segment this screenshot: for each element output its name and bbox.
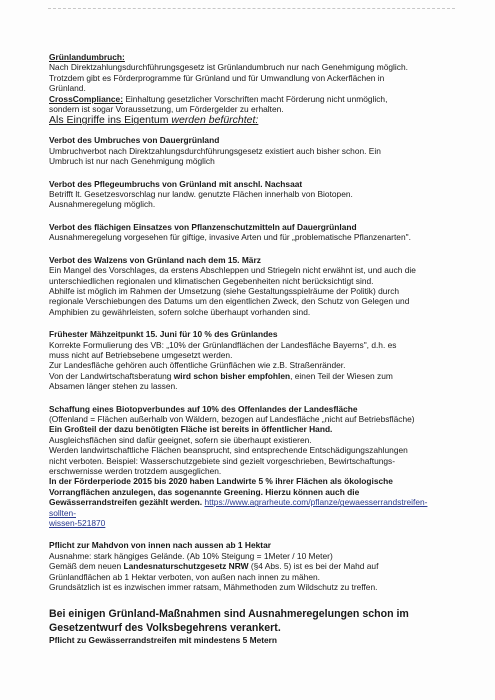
section-line: Korrekte Formulierung des VB: „10% der Grünlandflächen der Landesfläche Bayerns", d.h. es — [49, 339, 397, 350]
section-line: Umbruchverbot nach Direktzahlungsdurchführungsgesetz existiert auch bisher schon. Ein — [49, 145, 381, 156]
agrarheute-link-continued[interactable]: wissen-521870 — [49, 518, 106, 529]
section-title: Verbot des flächigen Einsatzes von Pflanzenschutzmitteln auf Dauergrünland — [49, 221, 357, 232]
section-pflanzenschutz — [49, 222, 454, 243]
section-walzen — [49, 255, 454, 317]
section-line: Amphibien zu gewährleisten, sofern solche überhaupt vorhanden sind. — [49, 306, 311, 317]
section-line — [49, 561, 454, 571]
section-line — [49, 371, 454, 381]
document-body — [49, 52, 454, 645]
section-title: Pflicht zur Mahdvon von innen nach aussen ab 1 Hektar — [49, 540, 271, 551]
section-line — [49, 518, 454, 528]
section-line: Ausnahmeregelung vorgesehen für giftige, invasive Arten und für „problematische Pflanzenarten". — [49, 232, 411, 243]
section-pflegeumbruch — [49, 179, 454, 210]
section-line: Betrifft lt. Gesetzesvorschlag nur landw. genutzte Flächen innerhalb von Biotopen. — [49, 189, 353, 200]
cross-compliance-text: Einhaltung gesetzlicher Vorschriften macht Förderung nicht unmöglich, — [123, 93, 388, 104]
section-line: Zur Landesfläche gehören auch öffentliche Grünflächen wie z.B. Straßenränder. — [49, 360, 346, 371]
heading-part1: Als Eingriffe ins Eigentum — [49, 114, 172, 127]
emphasis-span: wird schon bisher empfohlen — [173, 370, 291, 381]
cross-compliance-line — [49, 94, 454, 104]
section-line: Vorrangflächen anzulegen, das sogenannte Greening. Hierzu können auch die — [49, 486, 360, 497]
section-line: erschwernisse werden trotzdem ausgeglichen. — [49, 466, 222, 476]
section-line: Ein Mangel des Vorschlages, da erstens Abschleppen und Striegeln nicht erwähnt ist, und auch die — [49, 265, 416, 276]
section-line: In der Förderperiode 2015 bis 2020 haben Landwirte 5 % ihrer Flächen als ökologische — [49, 476, 393, 487]
heading-part2: werden befürchtet: — [171, 114, 259, 127]
section-heading — [49, 114, 454, 127]
agrarheute-link[interactable]: https://www.agrarheute.com/pflanze/gewaesserrandstreifen-sollten- — [49, 497, 428, 518]
gruenland-line: Trotzdem gibt es Förderprogramme für Grünland und für Umwandlung von Ackerflächen in — [49, 72, 385, 83]
closing-subline: Pflicht zu Gewässerrandstreifen mit mindestens 5 Metern — [49, 634, 278, 645]
section-line: Ein Großteil der dazu benötigten Fläche ist bereits in öffentlicher Hand. — [49, 424, 333, 435]
text-span: (§4 Abs. 5) ist es bei der Mahd auf — [248, 561, 379, 572]
section-line: unterschiedlichen regionalen und klimatischen Gegebenheiten nicht berücksichtigt sind. — [49, 275, 374, 286]
closing-line: Gesetzentwurf des Volksbegehrens verankert. — [49, 621, 281, 634]
section-title: Frühester Mähzeitpunkt 15. Juni für 10 % des Grünlandes — [49, 329, 278, 340]
section-line: Ausnahmeregelung möglich. — [49, 199, 156, 210]
cross-compliance-line: sondern ist sogar Voraussetzung, um Fördergelder zu erhalten. — [49, 104, 284, 115]
section-line: nicht verboten. Beispiel: Wasserschutzgebiete sind gezielt vorgeschrieben, Bewirtschaftungs- — [49, 455, 396, 466]
gruenland-line: Nach Direktzahlungsdurchführungsgesetz ist Grünlandumbruch nur nach Genehmigung möglich. — [49, 62, 408, 73]
section-maehzeitpunkt — [49, 329, 454, 391]
section-line: muss nicht auf Betriebsebene umgesetzt werden. — [49, 349, 233, 360]
page-top-divider — [48, 8, 455, 9]
emphasis-span: Gewässerrandstreifen gezählt werden. — [49, 497, 205, 508]
closing-statement — [49, 608, 454, 634]
gruenland-title: Grünlandumbruch: — [49, 52, 125, 62]
section-title: Verbot des Walzens von Grünland nach dem 15. März — [49, 254, 261, 265]
section-line: regionale Verschiebungen des Datums um den eigentlichen Zweck, den Schutz von Gelegen und — [49, 296, 410, 307]
section-mahd — [49, 540, 454, 592]
section-line: Ausgleichsflächen sind dafür geeignet, sofern sie überhaupt existieren. — [49, 434, 312, 445]
section-biotopverbund — [49, 404, 454, 529]
text-span: , einen Teil der Wiesen zum — [290, 370, 393, 381]
emphasis-span: Landesnaturschutzgesetz NRW — [123, 561, 249, 572]
section-line: Ausnahme: stark hängiges Gelände. (Ab 10% Steigung = 1Meter / 10 Meter) — [49, 550, 333, 561]
section-title: Verbot des Umbruches von Dauergrünland — [49, 135, 220, 146]
section-line: Absamen länger stehen zu lassen. — [49, 381, 178, 392]
text-span: Gemäß dem neuen — [49, 561, 124, 572]
section-line: Grünlandflächen ab 1 Hektar verboten, von außen nach innen zu mähen. — [49, 571, 320, 582]
cross-compliance-title: CrossCompliance: — [49, 93, 123, 104]
section-umbruch — [49, 135, 454, 166]
section-line: Abhilfe ist möglich im Rahmen der Umsetzung (siehe Gestaltungsspielräume der Politik) durch — [49, 285, 400, 296]
section-title: Verbot des Pflegeumbruchs von Grünland mit anschl. Nachsaat — [49, 178, 303, 189]
section-line: Grundsätzlich ist es inzwischen immer ratsam, Mähmethoden zum Wildschutz zu treffen. — [49, 582, 378, 593]
section-line: (Offenland = Flächen außerhalb von Wäldern, bezogen auf Landesfläche „nicht auf Betriebsfläche) — [49, 413, 415, 424]
closing-line: Bei einigen Grünland-Maßnahmen sind Ausnahmeregelungen schon im — [49, 608, 409, 621]
section-line: Werden landwirtschaftliche Flächen beansprucht, sind entsprechende Entschädigungszahlungen — [49, 445, 408, 456]
section-line — [49, 497, 454, 518]
text-span: Von der Landwirtschaftsberatung — [49, 370, 174, 381]
section-line: Umbruch ist nur nach Genehmigung möglich — [49, 156, 215, 167]
gruenland-line: Grünland. — [49, 83, 86, 94]
section-title: Schaffung eines Biotopverbundes auf 10% des Offenlandes der Landesfläche — [49, 403, 358, 414]
